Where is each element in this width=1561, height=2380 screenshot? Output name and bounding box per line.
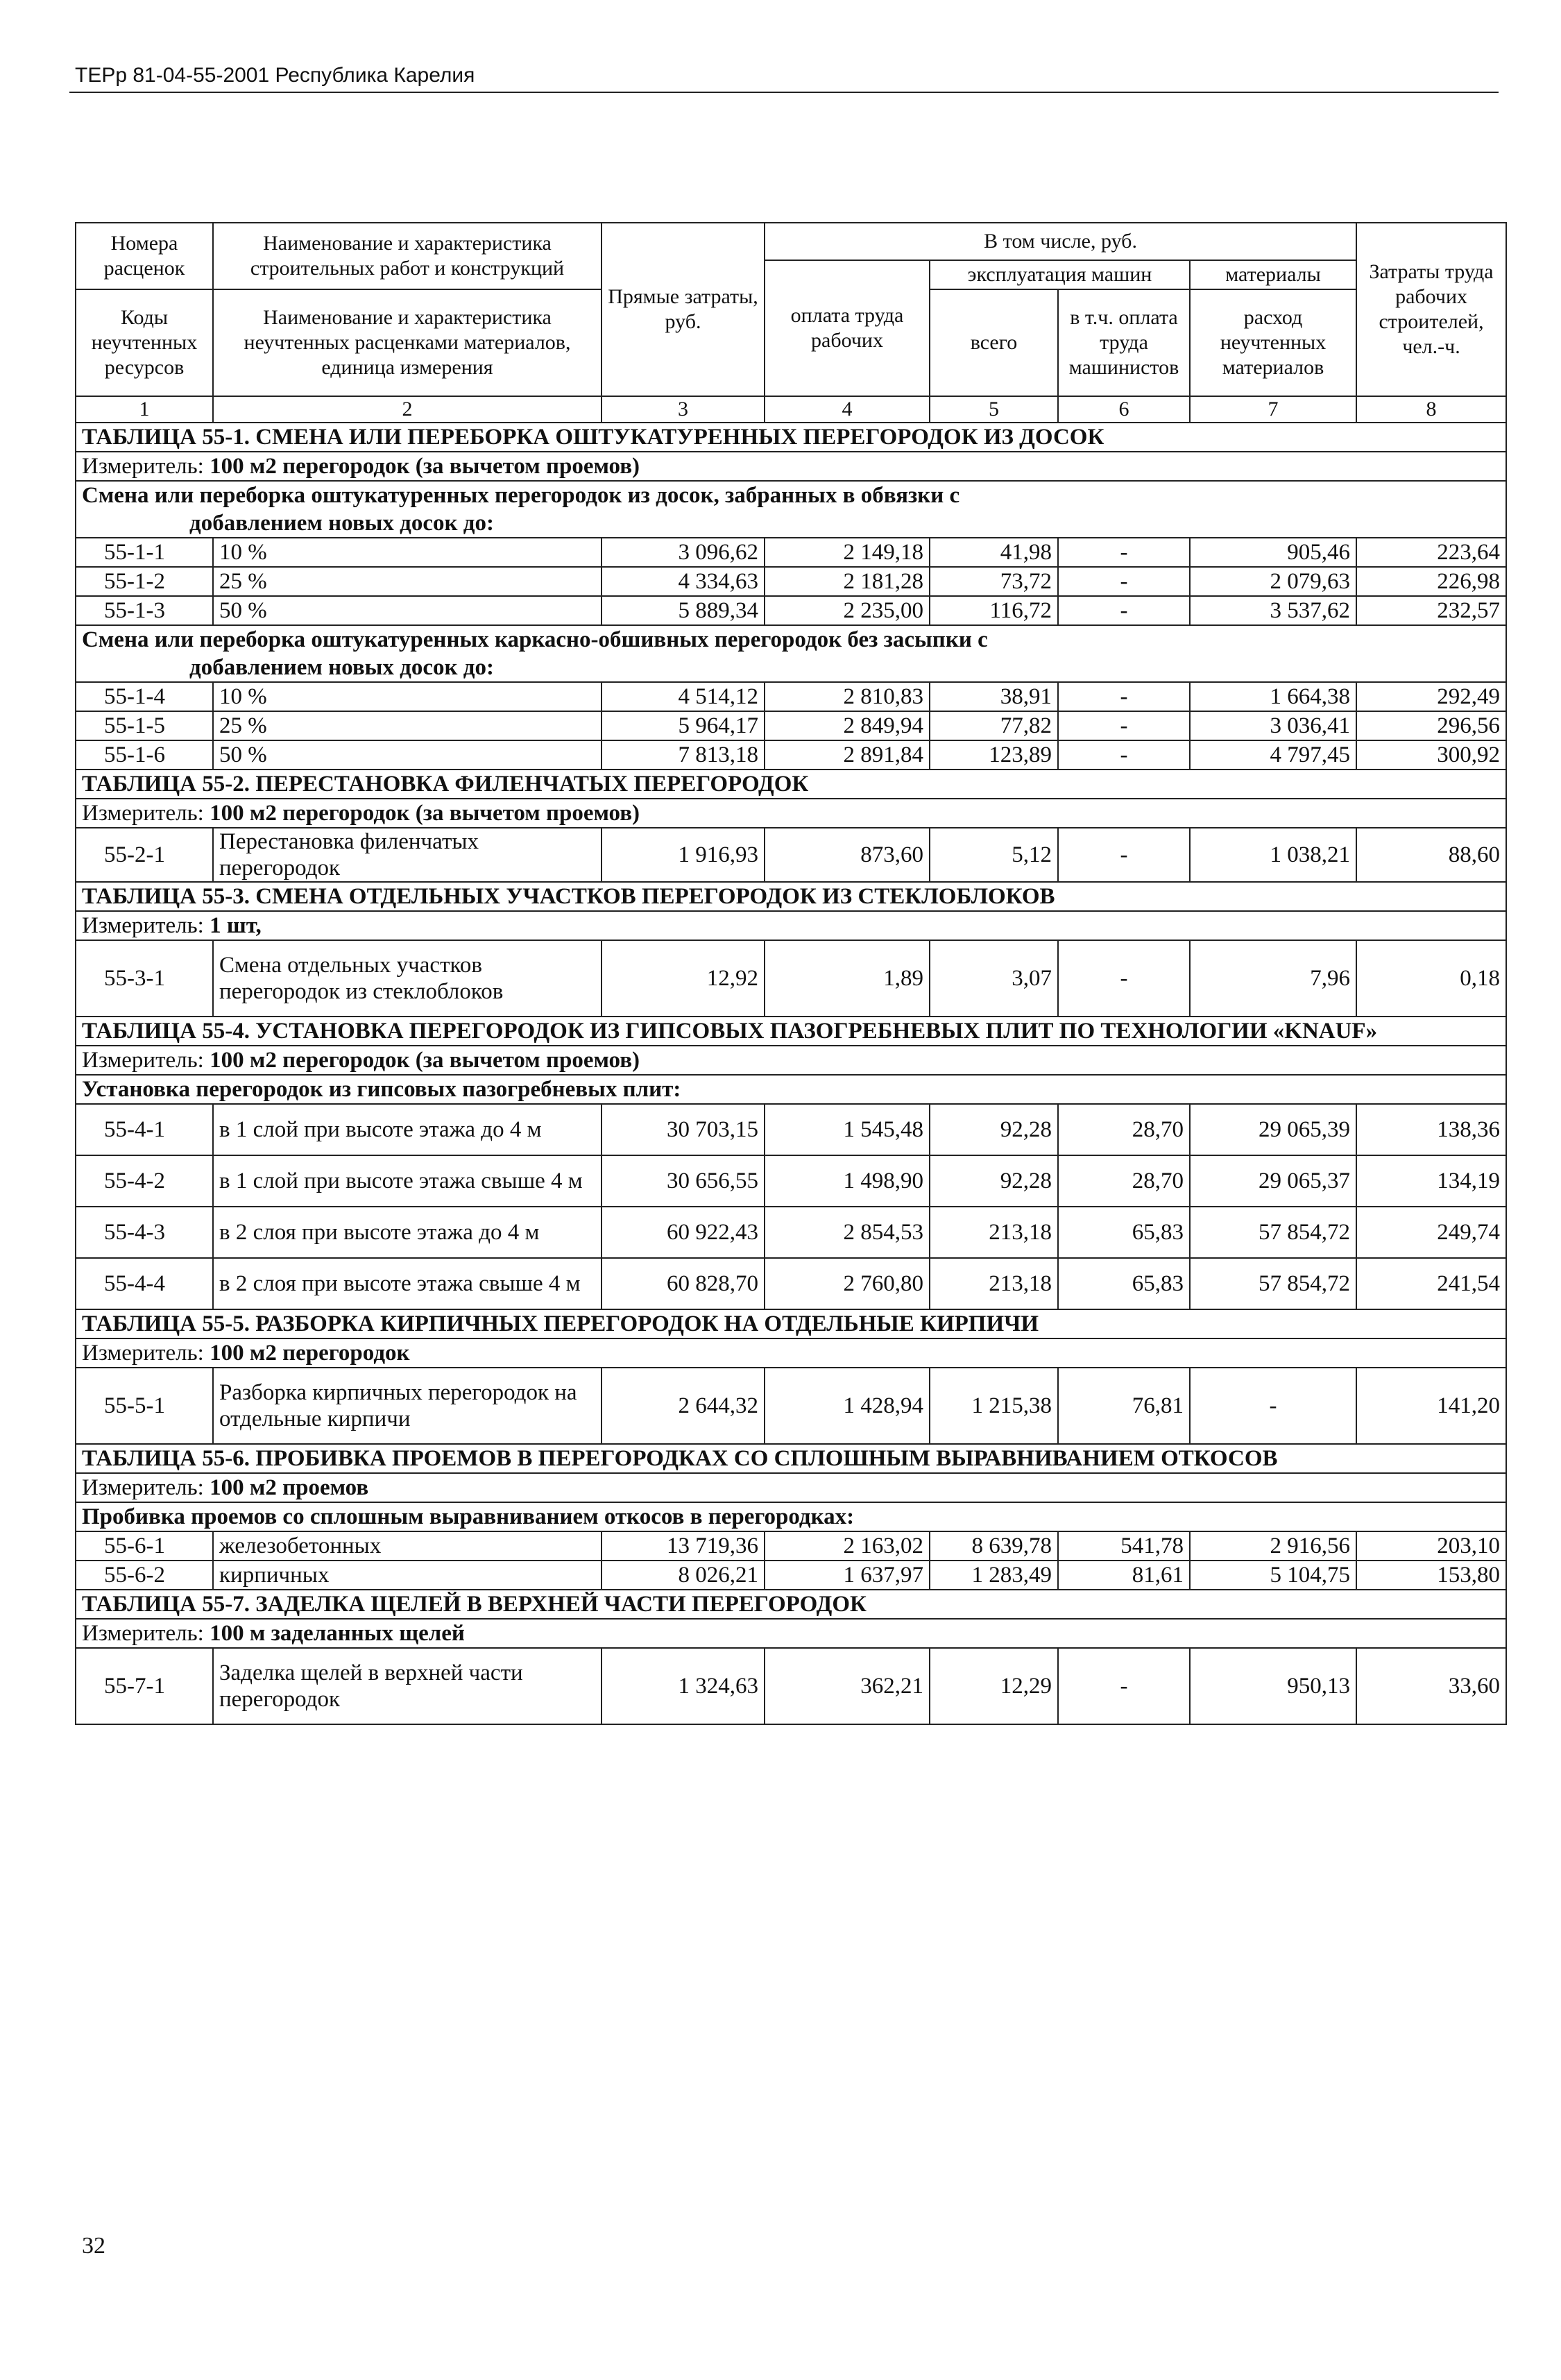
labor-hours: 292,49 (1356, 682, 1506, 711)
labor-hours: 141,20 (1356, 1368, 1506, 1444)
section-measure (76, 911, 1506, 940)
section-measure (76, 1473, 1506, 1502)
price-row (76, 1368, 1506, 1444)
materials-cost: 5 104,75 (1190, 1561, 1356, 1590)
section-title-row (76, 1017, 1506, 1046)
machines-total: 213,18 (930, 1258, 1058, 1309)
machines-total: 5,12 (930, 828, 1058, 882)
measure-label: Измеритель: (82, 1475, 204, 1500)
labor-pay: 2 854,53 (765, 1207, 930, 1258)
materials-cost: 4 797,45 (1190, 740, 1356, 770)
operators-pay: 28,70 (1058, 1104, 1190, 1155)
price-table (75, 222, 1507, 1725)
direct-cost: 2 644,32 (602, 1368, 765, 1444)
labor-hours: 223,64 (1356, 538, 1506, 567)
section-measure (76, 1046, 1506, 1075)
labor-hours: 296,56 (1356, 711, 1506, 740)
section-title: ТАБЛИЦА 55-6. ПРОБИВКА ПРОЕМОВ В ПЕРЕГОРОДКАХ СО СПЛОШНЫМ ВЫРАВНИВАНИЕМ ОТКОСОВ (76, 1444, 1506, 1473)
work-name: 25 % (213, 711, 602, 740)
measure-value: 1 шт, (210, 913, 262, 938)
direct-cost: 8 026,21 (602, 1561, 765, 1590)
labor-pay: 1 545,48 (765, 1104, 930, 1155)
column-number: 1 (76, 396, 213, 423)
header-labor-hours: Затраты труда рабочих строителей, чел.-ч. (1356, 223, 1506, 396)
labor-hours: 203,10 (1356, 1531, 1506, 1561)
work-name: в 2 слоя при высоте этажа свыше 4 м (213, 1258, 602, 1309)
group-title-line: Установка перегородок из гипсовых пазогребневых плит: (82, 1077, 681, 1102)
header-materials: материалы (1190, 260, 1356, 289)
group-title-line: добавлением новых досок до: (189, 511, 494, 536)
section-measure-row (76, 1473, 1506, 1502)
measure-label: Измеритель: (82, 913, 204, 938)
header-codes-top: Номера расценок (76, 223, 213, 289)
materials-cost: 3 537,62 (1190, 596, 1356, 625)
price-code: 55-1-2 (76, 567, 213, 596)
work-name: 10 % (213, 538, 602, 567)
group-title (76, 481, 1506, 538)
header-rule (69, 92, 1499, 93)
header-machines-total: всего (930, 289, 1058, 396)
section-measure-row (76, 452, 1506, 481)
section-title: ТАБЛИЦА 55-4. УСТАНОВКА ПЕРЕГОРОДОК ИЗ ГИПСОВЫХ ПАЗОГРЕБНЕВЫХ ПЛИТ ПО ТЕХНОЛОГИИ «KNAUF» (76, 1017, 1506, 1046)
operators-pay: - (1058, 682, 1190, 711)
materials-cost: 29 065,37 (1190, 1155, 1356, 1207)
operators-pay: - (1058, 538, 1190, 567)
price-code: 55-1-5 (76, 711, 213, 740)
price-code: 55-3-1 (76, 940, 213, 1017)
header-machines-operators: в т.ч. оплата труда машинистов (1058, 289, 1190, 396)
materials-cost: 57 854,72 (1190, 1207, 1356, 1258)
column-number: 6 (1058, 396, 1190, 423)
group-title-line: Смена или переборка оштукатуренных перегородок из досок, забранных в обвязки с (82, 483, 960, 508)
price-row (76, 1207, 1506, 1258)
labor-pay: 2 181,28 (765, 567, 930, 596)
group-title-row (76, 1502, 1506, 1531)
header-direct-costs: Прямые затраты, руб. (602, 223, 765, 396)
materials-cost: 3 036,41 (1190, 711, 1356, 740)
work-name: в 2 слоя при высоте этажа до 4 м (213, 1207, 602, 1258)
operators-pay: 76,81 (1058, 1368, 1190, 1444)
group-title-line: добавлением новых досок до: (189, 655, 494, 680)
operators-pay: 541,78 (1058, 1531, 1190, 1561)
measure-value: 100 м2 проемов (210, 1475, 369, 1500)
column-number: 2 (213, 396, 602, 423)
measure-value: 100 м2 перегородок (210, 1341, 410, 1366)
labor-pay: 362,21 (765, 1648, 930, 1724)
price-code: 55-1-6 (76, 740, 213, 770)
header-including: В том числе, руб. (765, 223, 1356, 260)
price-code: 55-4-2 (76, 1155, 213, 1207)
header-codes-bottom: Коды неучтенных ресурсов (76, 289, 213, 396)
operators-pay: - (1058, 711, 1190, 740)
measure-value: 100 м2 перегородок (за вычетом проемов) (210, 801, 640, 826)
price-row (76, 1258, 1506, 1309)
labor-hours: 241,54 (1356, 1258, 1506, 1309)
labor-pay: 2 760,80 (765, 1258, 930, 1309)
labor-hours: 153,80 (1356, 1561, 1506, 1590)
labor-hours: 138,36 (1356, 1104, 1506, 1155)
price-code: 55-7-1 (76, 1648, 213, 1724)
price-code: 55-4-3 (76, 1207, 213, 1258)
machines-total: 77,82 (930, 711, 1058, 740)
labor-hours: 300,92 (1356, 740, 1506, 770)
labor-hours: 0,18 (1356, 940, 1506, 1017)
section-title-row (76, 1444, 1506, 1473)
price-row (76, 1561, 1506, 1590)
work-name: кирпичных (213, 1561, 602, 1590)
price-row (76, 940, 1506, 1017)
price-row (76, 538, 1506, 567)
machines-total: 8 639,78 (930, 1531, 1058, 1561)
direct-cost: 1 916,93 (602, 828, 765, 882)
operators-pay: 81,61 (1058, 1561, 1190, 1590)
group-title-row (76, 481, 1506, 538)
running-header: ТЕРр 81-04-55-2001 Республика Карелия (75, 64, 475, 87)
direct-cost: 30 703,15 (602, 1104, 765, 1155)
direct-cost: 3 096,62 (602, 538, 765, 567)
measure-label: Измеритель: (82, 1621, 204, 1646)
section-measure (76, 1338, 1506, 1368)
section-title: ТАБЛИЦА 55-5. РАЗБОРКА КИРПИЧНЫХ ПЕРЕГОРОДОК НА ОТДЕЛЬНЫЕ КИРПИЧИ (76, 1309, 1506, 1338)
table-body (76, 423, 1506, 1724)
direct-cost: 60 922,43 (602, 1207, 765, 1258)
machines-total: 73,72 (930, 567, 1058, 596)
machines-total: 3,07 (930, 940, 1058, 1017)
labor-hours: 232,57 (1356, 596, 1506, 625)
header-unaccounted-materials: расход неучтенных материалов (1190, 289, 1356, 396)
operators-pay: - (1058, 596, 1190, 625)
price-row (76, 567, 1506, 596)
labor-pay: 2 810,83 (765, 682, 930, 711)
price-row (76, 1648, 1506, 1724)
machines-total: 123,89 (930, 740, 1058, 770)
materials-cost: 1 038,21 (1190, 828, 1356, 882)
work-name: Разборка кирпичных перегородок на отдельные кирпичи (213, 1368, 602, 1444)
direct-cost: 4 334,63 (602, 567, 765, 596)
labor-pay: 1 428,94 (765, 1368, 930, 1444)
section-measure-row (76, 1619, 1506, 1648)
price-row (76, 596, 1506, 625)
column-number: 3 (602, 396, 765, 423)
direct-cost: 7 813,18 (602, 740, 765, 770)
group-title (76, 625, 1506, 682)
work-name: железобетонных (213, 1531, 602, 1561)
price-code: 55-4-1 (76, 1104, 213, 1155)
machines-total: 1 215,38 (930, 1368, 1058, 1444)
labor-pay: 1 498,90 (765, 1155, 930, 1207)
price-code: 55-2-1 (76, 828, 213, 882)
work-name: 50 % (213, 596, 602, 625)
section-measure (76, 799, 1506, 828)
price-code: 55-5-1 (76, 1368, 213, 1444)
price-code: 55-6-1 (76, 1531, 213, 1561)
group-title-line: Смена или переборка оштукатуренных каркасно-обшивных перегородок без засыпки с (82, 627, 988, 652)
work-name: в 1 слой при высоте этажа свыше 4 м (213, 1155, 602, 1207)
price-row (76, 711, 1506, 740)
section-title-row (76, 1590, 1506, 1619)
work-name: Перестановка филенчатых перегородок (213, 828, 602, 882)
section-title: ТАБЛИЦА 55-2. ПЕРЕСТАНОВКА ФИЛЕНЧАТЫХ ПЕРЕГОРОДОК (76, 770, 1506, 799)
measure-label: Измеритель: (82, 1048, 204, 1073)
direct-cost: 13 719,36 (602, 1531, 765, 1561)
group-title-row (76, 625, 1506, 682)
labor-pay: 873,60 (765, 828, 930, 882)
section-measure (76, 452, 1506, 481)
section-title: ТАБЛИЦА 55-3. СМЕНА ОТДЕЛЬНЫХ УЧАСТКОВ ПЕРЕГОРОДОК ИЗ СТЕКЛОБЛОКОВ (76, 882, 1506, 911)
page-number: 32 (82, 2233, 105, 2259)
section-measure-row (76, 911, 1506, 940)
header-labor-pay: оплата труда рабочих (765, 260, 930, 396)
direct-cost: 60 828,70 (602, 1258, 765, 1309)
group-title (76, 1502, 1506, 1531)
price-code: 55-6-2 (76, 1561, 213, 1590)
machines-total: 1 283,49 (930, 1561, 1058, 1590)
materials-cost: 7,96 (1190, 940, 1356, 1017)
section-title-row (76, 423, 1506, 452)
measure-value: 100 м2 перегородок (за вычетом проемов) (210, 454, 640, 479)
section-title: ТАБЛИЦА 55-7. ЗАДЕЛКА ЩЕЛЕЙ В ВЕРХНЕЙ ЧАСТИ ПЕРЕГОРОДОК (76, 1590, 1506, 1619)
operators-pay: - (1058, 740, 1190, 770)
operators-pay: - (1058, 828, 1190, 882)
work-name: 25 % (213, 567, 602, 596)
operators-pay: 65,83 (1058, 1207, 1190, 1258)
price-row (76, 1155, 1506, 1207)
labor-pay: 2 163,02 (765, 1531, 930, 1561)
labor-hours: 249,74 (1356, 1207, 1506, 1258)
measure-label: Измеритель: (82, 454, 204, 479)
measure-label: Измеритель: (82, 801, 204, 826)
machines-total: 92,28 (930, 1155, 1058, 1207)
price-row (76, 1104, 1506, 1155)
labor-hours: 134,19 (1356, 1155, 1506, 1207)
labor-pay: 1,89 (765, 940, 930, 1017)
work-name: Смена отдельных участков перегородок из стеклоблоков (213, 940, 602, 1017)
materials-cost: - (1190, 1368, 1356, 1444)
operators-pay: - (1058, 940, 1190, 1017)
group-title-line: Пробивка проемов со сплошным выравниванием откосов в перегородках: (82, 1504, 855, 1529)
direct-cost: 4 514,12 (602, 682, 765, 711)
section-title-row (76, 882, 1506, 911)
direct-cost: 12,92 (602, 940, 765, 1017)
work-name: Заделка щелей в верхней части перегородок (213, 1648, 602, 1724)
group-title-row (76, 1075, 1506, 1104)
section-measure-row (76, 799, 1506, 828)
labor-pay: 1 637,97 (765, 1561, 930, 1590)
materials-cost: 905,46 (1190, 538, 1356, 567)
section-title-row (76, 770, 1506, 799)
direct-cost: 5 889,34 (602, 596, 765, 625)
measure-value: 100 м заделанных щелей (210, 1621, 465, 1646)
price-row (76, 740, 1506, 770)
price-row (76, 682, 1506, 711)
operators-pay: 28,70 (1058, 1155, 1190, 1207)
price-code: 55-1-1 (76, 538, 213, 567)
machines-total: 116,72 (930, 596, 1058, 625)
price-code: 55-4-4 (76, 1258, 213, 1309)
work-name: в 1 слой при высоте этажа до 4 м (213, 1104, 602, 1155)
direct-cost: 5 964,17 (602, 711, 765, 740)
price-row (76, 1531, 1506, 1561)
labor-pay: 2 849,94 (765, 711, 930, 740)
price-row (76, 828, 1506, 882)
machines-total: 92,28 (930, 1104, 1058, 1155)
work-name: 50 % (213, 740, 602, 770)
price-code: 55-1-4 (76, 682, 213, 711)
labor-pay: 2 149,18 (765, 538, 930, 567)
operators-pay: 65,83 (1058, 1258, 1190, 1309)
labor-hours: 88,60 (1356, 828, 1506, 882)
column-numbers-row (76, 396, 1506, 423)
labor-pay: 2 891,84 (765, 740, 930, 770)
column-number: 4 (765, 396, 930, 423)
measure-label: Измеритель: (82, 1341, 204, 1366)
price-code: 55-1-3 (76, 596, 213, 625)
section-title-row (76, 1309, 1506, 1338)
measure-value: 100 м2 перегородок (за вычетом проемов) (210, 1048, 640, 1073)
materials-cost: 950,13 (1190, 1648, 1356, 1724)
column-number: 5 (930, 396, 1058, 423)
column-number: 7 (1190, 396, 1356, 423)
machines-total: 38,91 (930, 682, 1058, 711)
labor-hours: 33,60 (1356, 1648, 1506, 1724)
machines-total: 41,98 (930, 538, 1058, 567)
materials-cost: 1 664,38 (1190, 682, 1356, 711)
materials-cost: 29 065,39 (1190, 1104, 1356, 1155)
section-measure-row (76, 1338, 1506, 1368)
machines-total: 12,29 (930, 1648, 1058, 1724)
column-number: 8 (1356, 396, 1506, 423)
header-name-bottom: Наименование и характеристика неучтенных расценками материалов, единица измерения (213, 289, 602, 396)
header-name-top: Наименование и характеристика строительных работ и конструкций (213, 223, 602, 289)
section-measure (76, 1619, 1506, 1648)
materials-cost: 2 079,63 (1190, 567, 1356, 596)
machines-total: 213,18 (930, 1207, 1058, 1258)
labor-hours: 226,98 (1356, 567, 1506, 596)
materials-cost: 2 916,56 (1190, 1531, 1356, 1561)
materials-cost: 57 854,72 (1190, 1258, 1356, 1309)
direct-cost: 1 324,63 (602, 1648, 765, 1724)
group-title (76, 1075, 1506, 1104)
work-name: 10 % (213, 682, 602, 711)
section-title: ТАБЛИЦА 55-1. СМЕНА ИЛИ ПЕРЕБОРКА ОШТУКАТУРЕННЫХ ПЕРЕГОРОДОК ИЗ ДОСОК (76, 423, 1506, 452)
operators-pay: - (1058, 567, 1190, 596)
direct-cost: 30 656,55 (602, 1155, 765, 1207)
section-measure-row (76, 1046, 1506, 1075)
operators-pay: - (1058, 1648, 1190, 1724)
header-machines: эксплуатация машин (930, 260, 1190, 289)
labor-pay: 2 235,00 (765, 596, 930, 625)
